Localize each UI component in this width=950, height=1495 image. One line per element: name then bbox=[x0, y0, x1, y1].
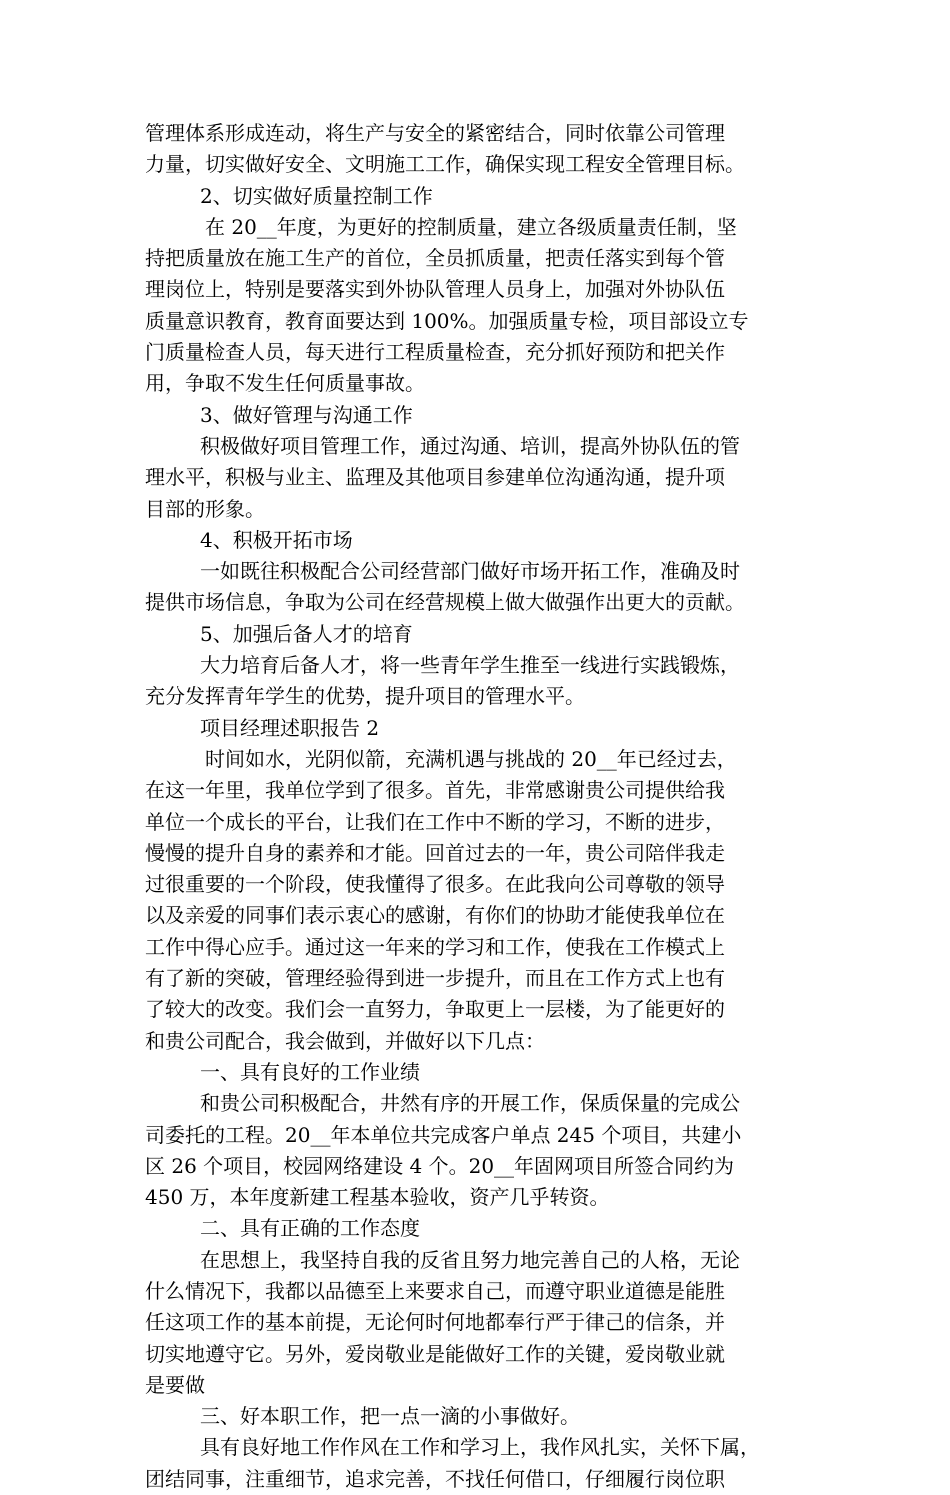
text-line: 工作中得心应手。通过这一年来的学习和工作，使我在工作模式上 bbox=[145, 934, 725, 959]
text-line: 用，争取不发生任何质量事故。 bbox=[145, 371, 425, 396]
text-line: 大力培育后备人才，将一些青年学生推至一线进行实践锻炼， bbox=[200, 653, 740, 678]
text-line: 在思想上，我坚持自我的反省且努力地完善自己的人格，无论 bbox=[200, 1247, 740, 1272]
text-line: 了较大的改变。我们会一直努力，争取更上一层楼，为了能更好的 bbox=[145, 997, 725, 1022]
text-line: 充分发挥青年学生的优势，提升项目的管理水平。 bbox=[145, 684, 585, 709]
section-heading: 4、积极开拓市场 bbox=[200, 527, 353, 552]
section-heading: 2、切实做好质量控制工作 bbox=[200, 183, 433, 208]
text-line: 450 万，本年度新建工程基本验收，资产几乎转资。 bbox=[145, 1185, 610, 1210]
text-line: 理水平，积极与业主、监理及其他项目参建单位沟通沟通，提升项 bbox=[145, 465, 725, 490]
text-line: 提供市场信息，争取为公司在经营规模上做大做强作出更大的贡献。 bbox=[145, 590, 745, 615]
section-heading: 5、加强后备人才的培育 bbox=[200, 621, 413, 646]
text-line: 和贵公司配合，我会做到，并做好以下几点： bbox=[145, 1028, 545, 1053]
text-line: 在这一年里，我单位学到了很多。首先，非常感谢贵公司提供给我 bbox=[145, 778, 725, 803]
text-line: 以及亲爱的同事们表示衷心的感谢，有你们的协助才能使我单位在 bbox=[145, 903, 725, 928]
text-line: 切实地遵守它。另外，爱岗敬业是能做好工作的关键，爱岗敬业就 bbox=[145, 1341, 725, 1366]
text-line: 司委托的工程。20__年本单位共完成客户单点 245 个项目，共建小 bbox=[145, 1122, 742, 1147]
text-line: 团结同事，注重细节，追求完善，不找任何借口，仔细履行岗位职 bbox=[145, 1466, 725, 1491]
text-line: 是要做 bbox=[145, 1372, 205, 1397]
text-line: 一如既往积极配合公司经营部门做好市场开拓工作，准确及时 bbox=[200, 559, 740, 584]
text-line: 慢慢的提升自身的素养和才能。回首过去的一年，贵公司陪伴我走 bbox=[145, 840, 725, 865]
text-line: 持把质量放在施工生产的首位，全员抓质量，把责任落实到每个管 bbox=[145, 246, 725, 271]
section-heading: 二、具有正确的工作态度 bbox=[200, 1216, 420, 1241]
section-heading: 3、做好管理与沟通工作 bbox=[200, 402, 413, 427]
text-line: 目部的形象。 bbox=[145, 496, 265, 521]
text-line: 理岗位上，特别是要落实到外协队管理人员身上，加强对外协队伍 bbox=[145, 277, 725, 302]
text-line: 区 26 个项目，校园网络建设 4 个。20__年固网项目所签合同约为 bbox=[145, 1153, 735, 1178]
document-body bbox=[145, 118, 825, 1495]
text-line: 力量，切实做好安全、文明施工工作，确保实现工程安全管理目标。 bbox=[145, 152, 745, 177]
text-line: 具有良好地工作作风在工作和学习上，我作风扎实，关怀下属， bbox=[200, 1435, 760, 1460]
text-line: 有了新的突破，管理经验得到进一步提升，而且在工作方式上也有 bbox=[145, 966, 725, 991]
text-line: 过很重要的一个阶段，使我懂得了很多。在此我向公司尊敬的领导 bbox=[145, 872, 725, 897]
text-line: 积极做好项目管理工作，通过沟通、培训，提高外协队伍的管 bbox=[200, 433, 740, 458]
section-heading: 三、好本职工作，把一点一滴的小事做好。 bbox=[200, 1404, 580, 1429]
text-line: 时间如水，光阴似箭，充满机遇与挑战的 20__年已经过去， bbox=[205, 746, 737, 771]
text-line: 质量意识教育，教育面要达到 100%。加强质量专检，项目部设立专 bbox=[145, 308, 749, 333]
text-line: 单位一个成长的平台，让我们在工作中不断的学习，不断的进步， bbox=[145, 809, 725, 834]
text-line: 管理体系形成连动，将生产与安全的紧密结合，同时依靠公司管理 bbox=[145, 121, 725, 145]
text-line: 门质量检查人员，每天进行工程质量检查，充分抓好预防和把关作 bbox=[145, 340, 725, 365]
report-title: 项目经理述职报告 2 bbox=[200, 715, 380, 740]
section-heading: 一、具有良好的工作业绩 bbox=[200, 1059, 420, 1084]
text-line: 在 20__年度，为更好的控制质量，建立各级质量责任制，坚 bbox=[205, 214, 737, 239]
text-line: 什么情况下，我都以品德至上来要求自己，而遵守职业道德是能胜 bbox=[145, 1278, 725, 1303]
text-line: 任这项工作的基本前提，无论何时何地都奉行严于律己的信条，并 bbox=[145, 1310, 725, 1335]
text-line: 和贵公司积极配合，井然有序的开展工作，保质保量的完成公 bbox=[200, 1091, 740, 1116]
